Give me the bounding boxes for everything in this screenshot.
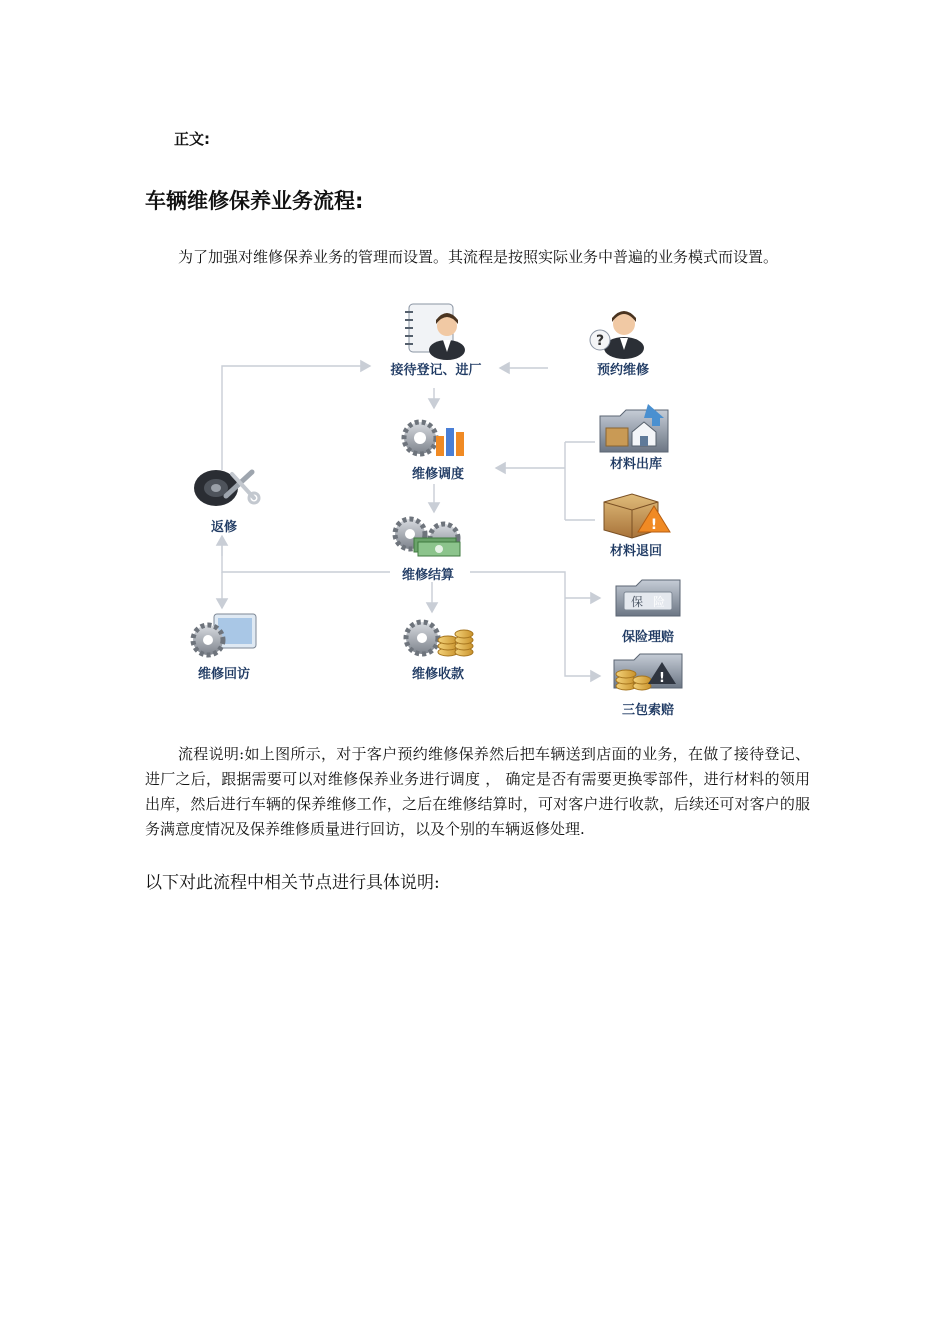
folder-warehouse-icon	[600, 404, 668, 452]
node-label-payment: 维修收款	[411, 667, 465, 682]
node-label-rework: 返修	[210, 520, 238, 535]
connector-rework-reception	[222, 366, 370, 470]
gears-money-icon	[395, 519, 460, 556]
node-label-material-out: 材料出库	[609, 457, 663, 472]
node-label-material-return: 材料退回	[609, 544, 663, 559]
node-label-reception: 接待登记、进厂	[390, 363, 482, 378]
followup-line: 以下对此流程中相关节点进行具体说明:	[145, 873, 440, 893]
svg-text:!: !	[650, 517, 658, 533]
page-title: 车辆维修保养业务流程:	[145, 189, 364, 213]
insurance-folder-icon	[616, 580, 680, 616]
gears-chart-icon	[404, 422, 464, 456]
svg-text:?: ?	[595, 333, 605, 349]
connector-settlement-warranty	[470, 572, 600, 676]
person-question-icon	[590, 311, 644, 359]
folder-coins-warning-icon	[614, 654, 682, 690]
notebook-person-icon	[405, 304, 465, 360]
gears-coins-icon	[406, 622, 473, 656]
svg-text:!: !	[659, 671, 665, 686]
intro-paragraph: 为了加强对维修保养业务的管理而设置。其流程是按照实际业务中普遍的业务模式而设置。	[178, 248, 779, 266]
description-paragraph: 流程说明:如上图所示，对于客户预约维修保养然后把车辆送到店面的业务，在做了接待登记、进厂之后，跟据需要可以对维修保养业务进行调度 ， 确定是否有需要更换零部件，进行材料的领用出库，然后进行车辆的保养维修工作，之后在维修结算时，可对客户进行收款，后续还可对客户的服务满意度情况及保养维修质量进行回访，以及个别的车辆返修处理.	[145, 745, 810, 838]
tire-tools-icon	[194, 470, 259, 506]
node-label-appointment: 预约维修	[596, 363, 650, 378]
node-label-dispatch: 维修调度	[411, 467, 465, 482]
workflow-diagram	[170, 298, 710, 728]
node-label-settlement: 维修结算	[401, 568, 455, 583]
node-label-warranty: 三包索赔	[621, 703, 675, 718]
insurance-badge-char-2: 险	[652, 595, 666, 609]
node-label-revisit: 维修回访	[197, 667, 251, 682]
connector-settlement-left	[222, 536, 390, 572]
node-label-insurance: 保险理赔	[621, 630, 675, 645]
gears-monitor-icon	[193, 614, 256, 655]
insurance-badge-char-1: 保	[630, 595, 644, 609]
section-label: 正文:	[174, 130, 210, 148]
box-warning-icon	[604, 494, 670, 538]
